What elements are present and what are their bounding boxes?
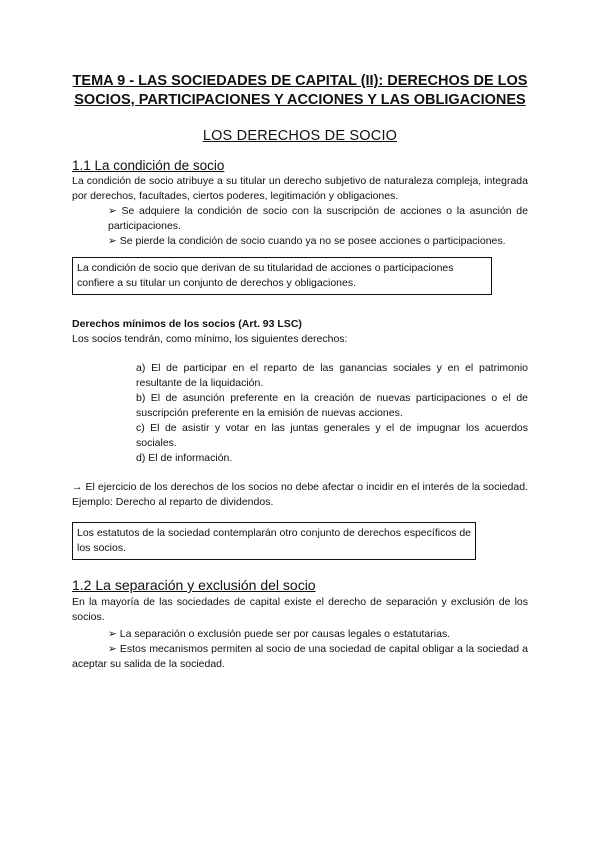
section-condicion-socio [72,158,528,295]
document-title: TEMA 9 - LAS SOCIEDADES DE CAPITAL (II): DERECHOS DE LOS SOCIOS, PARTICIPACIONES Y ACCIONES Y LAS OBLIGACIONES [72,73,528,108]
derechos-intro: Los socios tendrán, como mínimo, los siguientes derechos: [72,333,348,345]
list-item: b) El de asunción preferente en la creación de nuevas participaciones o el de suscripción preferente en la emisión de nuevas acciones. [136,392,528,419]
bullet-item: ➢ Estos mecanismos permiten al socio de una sociedad de capital obligar a la sociedad a aceptar su salida de la sociedad. [72,643,529,670]
bullet-arrow-icon: ➢ [108,235,117,247]
derechos-note: → El ejercicio de los derechos de los socios no debe afectar o incidir en el interés de la sociedad. Ejemplo: Derecho al reparto de dividendos. [72,481,528,508]
section-title: LOS DERECHOS DE SOCIO [202,128,398,144]
section-derechos-minimos [72,317,528,560]
list-item: c) El de asistir y votar en las juntas generales y el de impugnar los acuerdos sociales. [136,422,528,449]
list-item: d) El de información. [136,452,233,464]
highlight-box: La condición de socio que derivan de su titularidad de acciones o participaciones confiere a su titular un conjunto de derechos y obligaciones. [72,257,492,295]
paragraph-intro-1-1: La condición de socio atribuye a su titular un derecho subjetivo de naturaleza compleja, integrada por derechos, facultades, ciertos poderes, legitimación y obligaciones. [72,175,528,202]
bullet-arrow-icon: ➢ [108,205,117,217]
section-separacion-exclusion [72,577,528,672]
list-item: a) El de participar en el reparto de las ganancias sociales y en el patrimonio resultante de la liquidación. [136,362,528,389]
bullet-arrow-icon: ➢ [108,643,117,655]
bullet-item: ➢ La separación o exclusión puede ser por causas legales o estatutarias. [108,628,451,640]
bullet-item: ➢ Se pierde la condición de socio cuando ya no se posee acciones o participaciones. [108,235,506,247]
paragraph-intro-1-2: En la mayoría de las sociedades de capital existe el derecho de separación y exclusión de los socios. [72,596,528,623]
highlight-box: Los estatutos de la sociedad contemplarán otro conjunto de derechos específicos de los socios. [72,522,476,560]
bullet-item: ➢ Se adquiere la condición de socio con la suscripción de acciones o la asunción de participaciones. [108,205,528,232]
document-page [72,72,528,672]
bullet-arrow-icon: ➢ [108,628,117,640]
derechos-heading: Derechos mínimos de los socios (Art. 93 LSC) [72,318,302,330]
subsection-heading-1-2: 1.2 La separación y exclusión del socio [72,577,316,593]
subsection-heading-1-1: 1.1 La condición de socio [72,158,225,173]
